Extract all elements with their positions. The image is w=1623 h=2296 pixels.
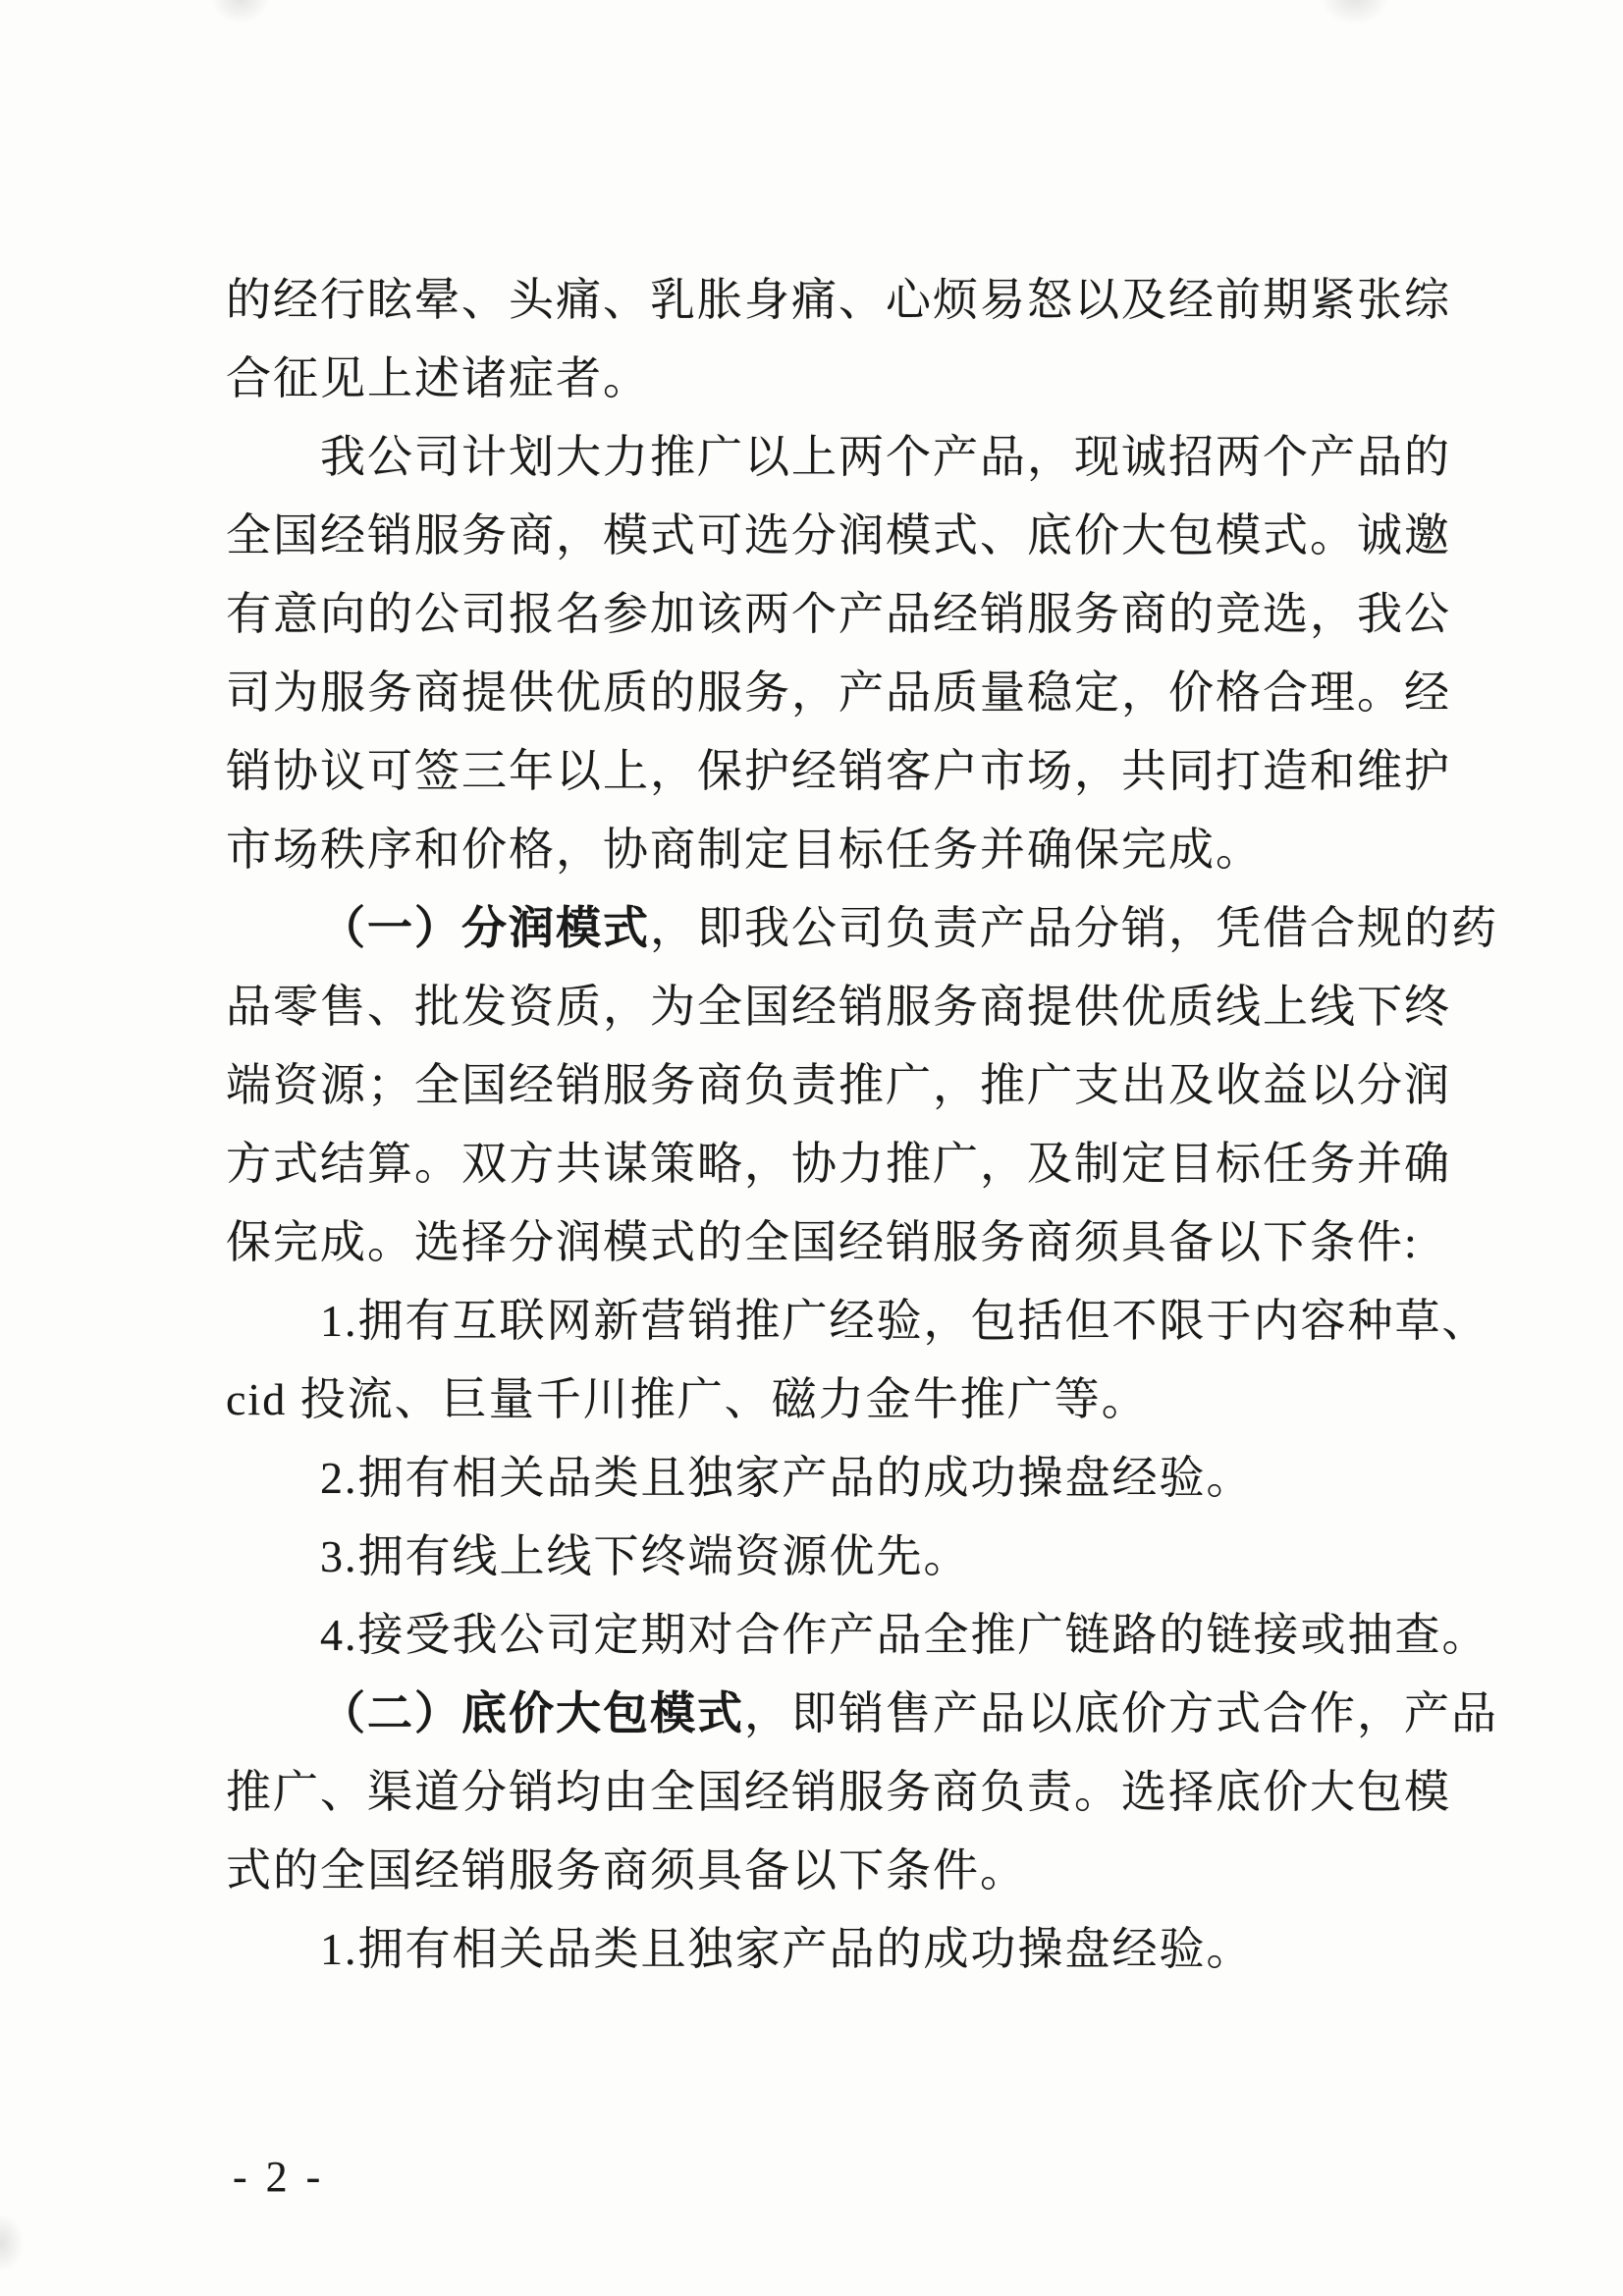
text-run: 销协议可签三年以上，保护经销客户市场，共同打造和维护 [226,746,1451,796]
text-line [226,1361,1479,1439]
text-run: 2.拥有相关品类且独家产品的成功操盘经验。 [320,1453,1254,1503]
text-run: 我公司计划大力推广以上两个产品，现诚招两个产品的 [320,432,1451,482]
text-run: ，即我公司负责产品分销，凭借合规的药 [650,903,1498,953]
text-run: 的经行眩晕、头痛、乳胀身痛、心烦易怒以及经前期紧张综 [226,275,1451,325]
text-run: 4.接受我公司定期对合作产品全推广链路的链接或抽查。 [320,1610,1489,1660]
text-run: 方式结算。双方共谋策略，协力推广，及制定目标任务并确 [226,1139,1451,1189]
text-run: 全国经销服务商，模式可选分润模式、底价大包模式。诚邀 [226,510,1451,561]
text-run: 推广、渠道分销均由全国经销服务商负责。选择底价大包模 [226,1767,1451,1817]
text-line [226,1910,1479,1989]
text-line [226,1282,1489,1361]
bold-heading-run: （二）底价大包模式 [320,1688,744,1738]
text-run: 市场秩序和价格，协商制定目标任务并确保完成。 [226,825,1263,875]
text-line [226,1518,1479,1596]
text-run: 保完成。选择分润模式的全国经销服务商须具备以下条件: [226,1217,1419,1267]
text-run: 端资源；全国经销服务商负责推广，推广支出及收益以分润 [226,1060,1451,1110]
text-run: ，即销售产品以底价方式合作，产品 [744,1688,1498,1738]
text-line [226,968,1479,1046]
text-line [226,1596,1489,1675]
text-run: 有意向的公司报名参加该两个产品经销服务商的竞选，我公 [226,589,1451,639]
text-line [226,1675,1498,1753]
text-line [226,1046,1479,1125]
text-line [226,418,1479,497]
page-number: - 2 - [233,2153,325,2201]
scan-smudge [0,2214,24,2272]
text-block [226,261,1498,1989]
text-line [226,1832,1479,1910]
text-run: 司为服务商提供优质的服务，产品质量稳定，价格合理。经 [226,667,1451,718]
text-line [226,340,1479,418]
text-run: cid 投流、巨量千川推广、磁力金牛推广等。 [226,1374,1149,1424]
text-line [226,889,1498,968]
text-run: 1.拥有相关品类且独家产品的成功操盘经验。 [320,1924,1254,1974]
text-line [226,732,1479,811]
text-run: 式的全国经销服务商须具备以下条件。 [226,1845,1027,1896]
text-run: 品零售、批发资质，为全国经销服务商提供优质线上线下终 [226,982,1451,1032]
text-line [226,811,1479,889]
text-line [226,1125,1479,1203]
scan-smudge [211,0,270,24]
text-run: 1.拥有互联网新营销推广经验，包括但不限于内容种草、 [320,1296,1489,1346]
text-run: 3.拥有线上线下终端资源优先。 [320,1531,971,1581]
text-line [226,654,1479,732]
text-line [226,1753,1479,1832]
text-run: 合征见上述诸症者。 [226,353,650,403]
scan-smudge [1321,0,1389,25]
text-line [226,575,1479,654]
text-line [226,1439,1479,1518]
text-line [226,497,1479,575]
text-line [226,1203,1479,1282]
bold-heading-run: （一）分润模式 [320,903,650,953]
text-line [226,261,1479,340]
